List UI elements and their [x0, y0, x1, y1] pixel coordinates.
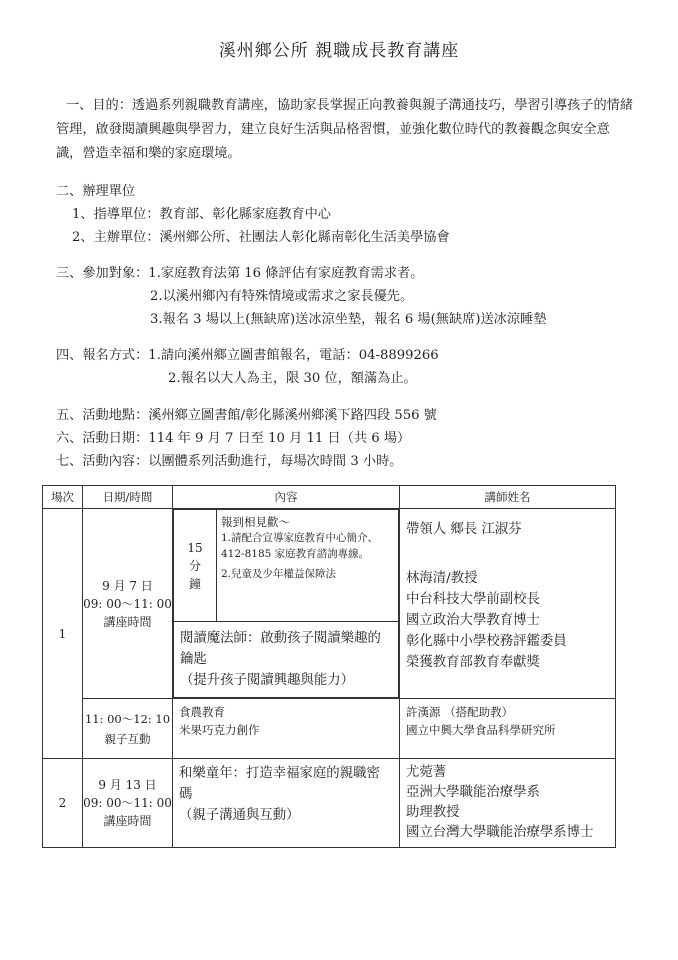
content-line: 七、活動內容：以團體系列活動進行，每場次時間 3 小時。	[56, 454, 403, 469]
participants-line-1: 三、參加對象：1.家庭教育法第 16 條評估有家庭教育需求者。	[56, 266, 424, 281]
intro-duration	[174, 510, 217, 622]
lecturer-title-4: 榮獲教育部教育奉獻獎	[406, 655, 540, 670]
session-type: 講座時間	[103, 814, 152, 828]
schedule-table	[42, 485, 616, 848]
session-content	[173, 509, 400, 699]
header-datetime: 日期/時間	[83, 486, 173, 509]
session-date: 9 月 13 日	[98, 778, 157, 792]
session-type: 講座時間	[103, 614, 152, 629]
guide-unit: 1、指導單位：教育部、彰化縣家庭教育中心	[72, 207, 331, 222]
page-title: 溪州鄉公所 親職成長教育講座	[218, 41, 460, 61]
lecturer-title-1: 亞洲大學職能治療學系	[406, 785, 540, 800]
duration-unit-a: 分	[188, 558, 201, 573]
intro-details	[217, 510, 399, 622]
participants-line-2: 2.以溪州鄉內有特殊情境或需求之家長優先。	[150, 289, 414, 304]
session-datetime	[83, 509, 173, 699]
session-lecturer	[400, 759, 616, 848]
host-unit: 2、主辦單位：溪州鄉公所、社團法人彰化縣南彰化生活美學協會	[72, 230, 450, 245]
session-content	[173, 699, 400, 759]
session-number: 2	[43, 759, 83, 848]
session-content	[173, 759, 400, 848]
lecturer-title-1: 中台科技大學前副校長	[406, 592, 540, 607]
duration-unit-b: 鐘	[188, 576, 201, 591]
session-time: 11: 00～12: 10	[84, 711, 171, 726]
lecture-topic-title: 和樂童年：打造幸福家庭的親職密碼	[179, 766, 380, 802]
session-time: 09: 00～11: 00	[83, 796, 172, 810]
lecturer-title-3: 彰化縣中小學校務評鑑委員	[406, 634, 567, 649]
lecture-topic	[174, 622, 399, 698]
session-time: 09: 00～11: 00	[83, 596, 172, 611]
table-row	[43, 759, 616, 848]
session-content-inner	[173, 509, 399, 698]
session-lecturer	[400, 699, 616, 759]
session-number: 1	[43, 509, 83, 759]
header-lecturer: 講師姓名	[400, 486, 616, 509]
organizers-heading: 二、辦理單位	[56, 184, 136, 199]
session-date: 9 月 7 日	[102, 578, 153, 593]
intro-item-2: 2.兒童及少年權益保障法	[221, 568, 337, 580]
table-header-row	[43, 486, 616, 509]
purpose-paragraph: 一、目的：透過系列親職教育講座，協助家長掌握正向教養與親子溝通技巧，學習引導孩子的情緒管理，啟發閱讀興趣與學習力，建立良好生活與品格習慣，並強化數位時代的教養觀念與安全意識，營造幸福和樂的家庭環境。	[56, 98, 634, 161]
lecture-topic-subtitle: （提升孩子閱讀興趣與能力）	[180, 673, 355, 688]
session-lecturer	[400, 509, 616, 699]
lecturer-name: 林海清/教授	[406, 571, 478, 586]
registration-line-2: 2.報名以大人為主，限 30 位，額滿為止。	[168, 371, 417, 386]
table-row	[43, 509, 616, 699]
activity-topic: 食農教育	[179, 705, 225, 719]
lecture-topic-subtitle: （親子溝通與互動）	[179, 808, 300, 823]
lecturer-host: 帶領人 鄉長 江淑芬	[406, 522, 522, 537]
lecturer-name: 許漢源 （搭配助教）	[406, 705, 514, 719]
activity-subtitle: 米果巧克力創作	[179, 723, 260, 737]
venue-line: 五、活動地點：溪州鄉立圖書館/彰化縣溪州鄉溪下路四段 556 號	[56, 408, 437, 423]
participants-line-3: 3.報名 3 場以上(無缺席)送冰涼坐墊，報名 6 場(無缺席)送冰涼睡墊	[150, 312, 547, 327]
lecturer-title: 國立中興大學食品科學研究所	[406, 723, 556, 737]
duration-number: 15	[187, 540, 203, 555]
lecturer-name: 尤菀蓍	[406, 765, 447, 780]
header-session: 場次	[43, 486, 83, 509]
header-content: 內容	[173, 486, 400, 509]
session-type: 親子互動	[104, 731, 151, 746]
intro-item-1: 1.請配合宣導家庭教育中心簡介、412-8185 家庭教育諮詢專線。	[221, 532, 379, 560]
lecturer-title-2: 國立政治大學教育博士	[406, 613, 540, 628]
session-datetime	[83, 759, 173, 848]
table-row	[43, 699, 616, 759]
intro-greeting: 報到相見歡～	[221, 515, 290, 529]
session-datetime	[83, 699, 173, 759]
date-line: 六、活動日期：114 年 9 月 7 日至 10 月 11 日（共 6 場）	[56, 431, 411, 446]
lecturer-title-2: 助理教授	[406, 805, 460, 820]
lecture-topic-title: 閱讀魔法師：啟動孩子閱讀樂趣的鑰匙	[180, 631, 381, 667]
registration-line-1: 四、報名方式：1.請向溪州鄉立圖書館報名，電話：04-8899266	[56, 348, 439, 363]
lecturer-title-3: 國立台灣大學職能治療學系博士	[406, 825, 594, 840]
